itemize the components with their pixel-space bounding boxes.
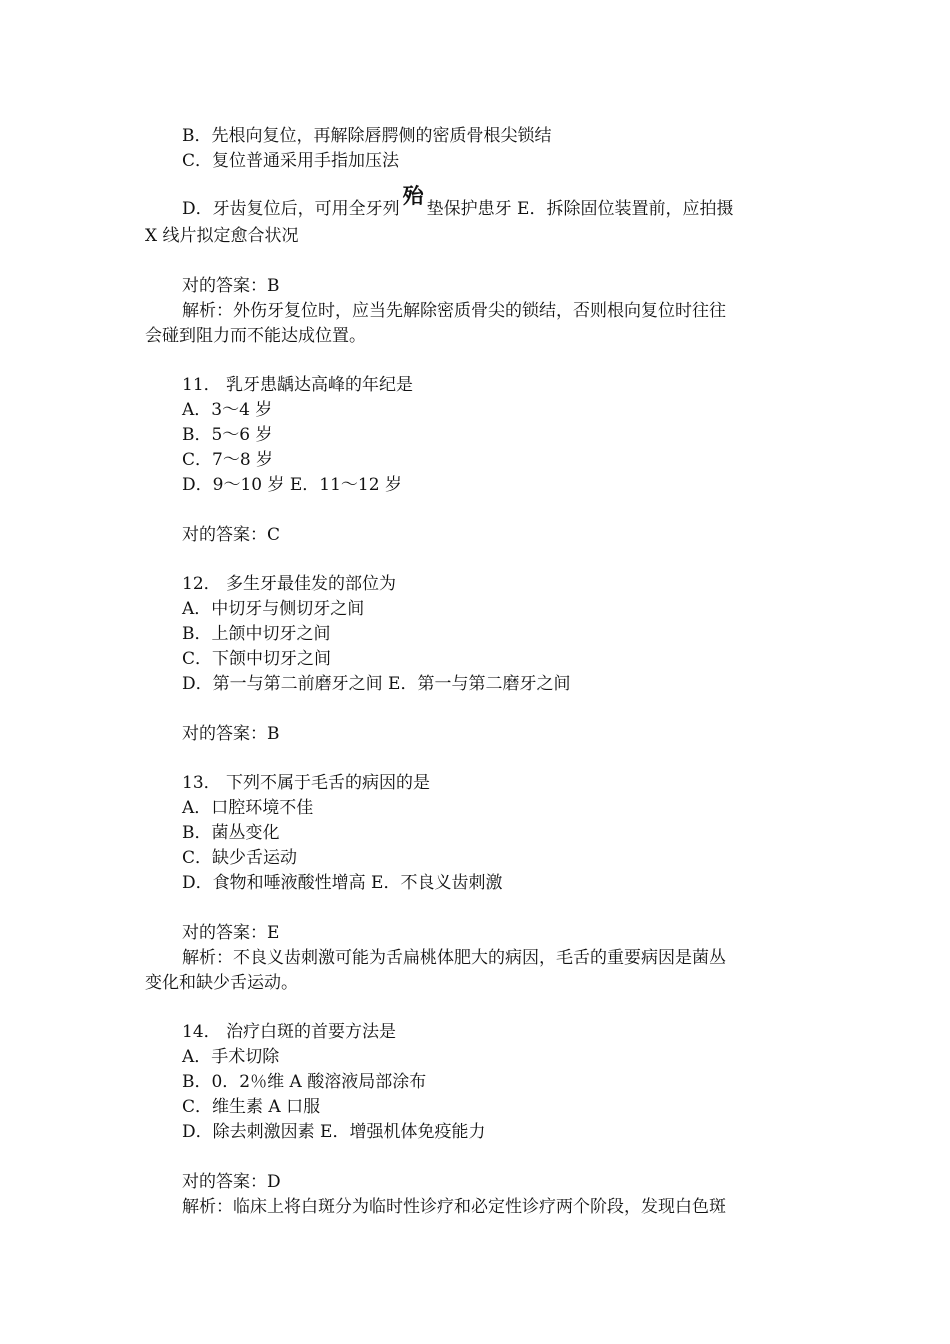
q11-option-c: C．7～8 岁 <box>182 450 274 470</box>
q13-answer: 对的答案：E <box>182 923 280 943</box>
prev-option-b: B．先根向复位，再解除唇腭侧的密质骨根尖锁结 <box>182 126 552 146</box>
q13-explanation-line2: 变化和缺少舌运动。 <box>145 973 298 993</box>
q11-option-b: B．5～6 岁 <box>182 425 273 445</box>
prev-option-e-text: 垫保护患牙 E．拆除固位装置前，应拍摄 <box>426 199 734 219</box>
q13-option-b: B．菌丛变化 <box>182 823 280 843</box>
q13-explanation-line1: 解析：不良义齿刺激可能为舌扁桃体肥大的病因，毛舌的重要病因是菌丛 <box>182 948 726 968</box>
q12-answer: 对的答案：B <box>182 724 280 744</box>
q11-option-a: A．3～4 岁 <box>182 400 273 420</box>
q14-option-c: C．维生素 A 口服 <box>182 1097 321 1117</box>
q14-stem: 14． 治疗白斑的首要方法是 <box>182 1022 397 1042</box>
q12-stem: 12． 多生牙最佳发的部位为 <box>182 574 397 594</box>
prev-option-d-continued: X 线片拟定愈合状况 <box>145 226 299 246</box>
q12-option-b: B．上颌中切牙之间 <box>182 624 331 644</box>
q14-option-b: B．0．2％维 A 酸溶液局部涂布 <box>182 1072 427 1092</box>
q11-stem: 11． 乳牙患龋达高峰的年纪是 <box>182 375 414 395</box>
occlusal-glyph: 殆 <box>402 183 424 208</box>
prev-option-d-text: D．牙齿复位后，可用全牙列 <box>182 199 400 219</box>
q14-option-de: D．除去刺激因素 E．增强机体免疫能力 <box>182 1122 486 1142</box>
prev-option-d <box>182 183 810 221</box>
q12-option-a: A．中切牙与侧切牙之间 <box>182 599 365 619</box>
prev-explanation-line1: 解析：外伤牙复位时，应当先解除密质骨尖的锁结，否则根向复位时往往 <box>182 301 726 321</box>
q11-option-de: D．9～10 岁 E．11～12 岁 <box>182 475 402 495</box>
q14-explanation-line1: 解析：临床上将白斑分为临时性诊疗和必定性诊疗两个阶段，发现白色斑 <box>182 1197 726 1217</box>
q14-answer: 对的答案：D <box>182 1172 281 1192</box>
prev-explanation-line2: 会碰到阻力而不能达成位置。 <box>145 326 366 346</box>
q11-answer: 对的答案：C <box>182 525 281 545</box>
q13-option-c: C．缺少舌运动 <box>182 848 298 868</box>
q12-option-de: D．第一与第二前磨牙之间 E．第一与第二磨牙之间 <box>182 674 571 694</box>
q13-stem: 13． 下列不属于毛舌的病因的是 <box>182 773 431 793</box>
q12-option-c: C．下颌中切牙之间 <box>182 649 332 669</box>
q13-option-de: D．食物和唾液酸性增高 E．不良义齿刺激 <box>182 873 503 893</box>
prev-option-c: C．复位普通采用手指加压法 <box>182 151 400 171</box>
q14-option-a: A．手术切除 <box>182 1047 280 1067</box>
q13-option-a: A．口腔环境不佳 <box>182 798 314 818</box>
prev-answer: 对的答案：B <box>182 276 280 296</box>
